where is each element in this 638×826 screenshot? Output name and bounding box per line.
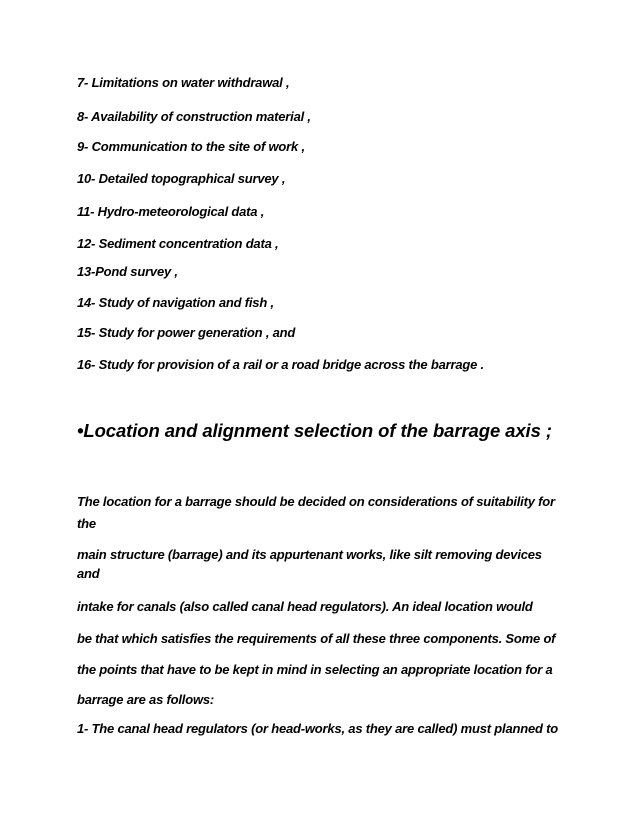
paragraph-line: intake for canals (also called canal head regulators). An ideal location would [77, 599, 533, 614]
list-item: 9- Communication to the site of work , [77, 139, 305, 154]
list-item: 15- Study for power generation , and [77, 325, 296, 340]
paragraph-line: and [77, 566, 100, 581]
paragraph-line: the points that have to be kept in mind in selecting an appropriate location for a [77, 662, 553, 677]
section-heading: •Location and alignment selection of the barrage axis ; [77, 420, 552, 441]
list-item: 11- Hydro-meteorological data , [77, 204, 265, 219]
list-item: 7- Limitations on water withdrawal , [77, 75, 290, 90]
paragraph-line: the [77, 516, 96, 531]
list-item: 14- Study of navigation and fish , [77, 295, 274, 310]
list-item: 13-Pond survey , [77, 264, 178, 279]
list-item: 10- Detailed topographical survey , [77, 171, 286, 186]
paragraph-line: be that which satisfies the requirements of all these three components. Some of [77, 631, 556, 646]
list-item: 12- Sediment concentration data , [77, 236, 279, 251]
paragraph-line: 1- The canal head regulators (or head-works, as they are called) must planned to [77, 721, 559, 736]
paragraph-line: barrage are as follows: [77, 692, 215, 707]
paragraph-line: The location for a barrage should be decided on considerations of suitability for [77, 494, 555, 509]
list-item: 8- Availability of construction material , [77, 109, 311, 124]
paragraph-line: main structure (barrage) and its appurtenant works, like silt removing devices [77, 547, 542, 562]
list-item: 16- Study for provision of a rail or a road bridge across the barrage . [77, 357, 484, 372]
